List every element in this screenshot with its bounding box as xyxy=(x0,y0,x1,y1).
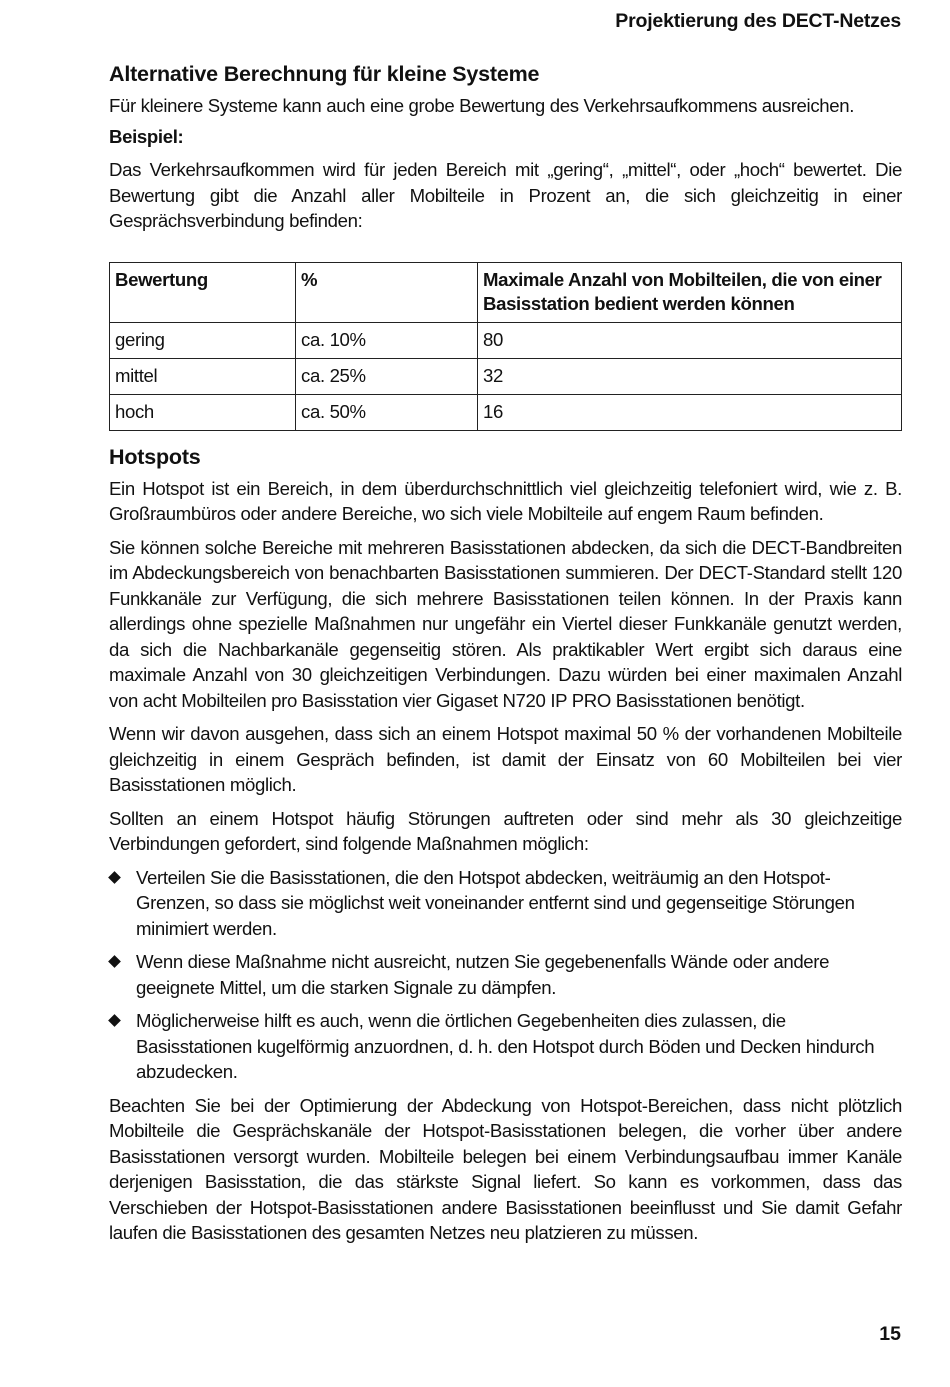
table-header-cell: Maximale Anzahl von Mobilteilen, die von einer Basisstation bedient werden können xyxy=(478,262,902,322)
page-number: 15 xyxy=(879,1323,901,1345)
list-item-text: Verteilen Sie die Basisstationen, die den Hotspot abdecken, weiträumig an den Hotspot-Grenzen, so dass sie möglichst weit voneinander entfernt sind und gegenseitige Störungen minimiert werden. xyxy=(136,866,855,939)
example-text: Das Verkehrsaufkommen wird für jeden Bereich mit „gering“, „mittel“, oder „hoch“ bewertet. Die Bewertung gibt die Anzahl aller Mobilteile in Prozent an, die sich gleichzeitig in einer Gesprächsverbindung befinden: xyxy=(109,159,902,231)
section-heading-hotspots: Hotspots xyxy=(109,444,201,469)
table-row xyxy=(110,322,902,358)
table-cell: hoch xyxy=(110,394,296,430)
hotspots-paragraph: Wenn wir davon ausgehen, dass sich an einem Hotspot maximal 50 % der vorhandenen Mobilteile gleichzeitig in einem Gespräch befinden, ist damit der Einsatz von 60 Mobilteilen bei vier Basisstationen möglich. xyxy=(109,723,902,795)
section-heading-small-systems: Alternative Berechnung für kleine Systeme xyxy=(109,62,540,86)
example-label: Beispiel: xyxy=(109,125,184,147)
traffic-rating-table xyxy=(109,262,902,431)
measures-list xyxy=(109,865,902,1085)
list-item xyxy=(109,1008,902,1085)
table-row xyxy=(110,394,902,430)
table-header-row xyxy=(110,262,902,322)
table-cell: 32 xyxy=(478,358,902,394)
table-cell: 16 xyxy=(478,394,902,430)
running-header: Projektierung des DECT-Netzes xyxy=(615,10,901,32)
hotspots-closing-paragraph: Beachten Sie bei der Optimierung der Abdeckung von Hotspot-Bereichen, dass nicht plötzlich Mobilteile die Gesprächskanäle der Hotspot-Basisstationen belegen, die vorher über andere Basisstationen versorgt wurden. Mobilteile belegen bei einem Verbindungsaufbau immer Kanäle derjenigen Basisstation, die das stärkste Signal liefert. So kann es vorkommen, dass das Verschieben der Hotspot-Basisstationen andere Basisstationen beeinflusst und Sie damit Gefahr laufen die Basisstationen des gesamten Netzes neu platzieren zu müssen. xyxy=(109,1094,902,1243)
small-systems-intro: Für kleinere Systeme kann auch eine grobe Bewertung des Verkehrsaufkommens ausreichen. xyxy=(109,95,855,116)
list-item xyxy=(109,949,902,1000)
list-item-text: Möglicherweise hilft es auch, wenn die örtlichen Gegebenheiten dies zulassen, die Basisstationen kugelförmig anzuordnen, d. h. den Hotspot durch Böden und Decken hindurch abzudecken. xyxy=(136,1010,875,1082)
page-content xyxy=(109,62,902,1254)
diamond-bullet-icon xyxy=(108,1014,121,1027)
table-row xyxy=(110,358,902,394)
table-cell: mittel xyxy=(110,358,296,394)
diamond-bullet-icon xyxy=(108,871,121,884)
hotspots-paragraph: Ein Hotspot ist ein Bereich, in dem überdurchschnittlich viel gleichzeitig telefoniert wird, wie z. B. Großraumbüros oder andere Bereiche, wo sich viele Mobilteile auf engem Raum befinden. xyxy=(109,477,902,524)
hotspots-paragraph: Sollten an einem Hotspot häufig Störungen auftreten oder sind mehr als 30 gleichzeitige Verbindungen gefordert, sind folgende Maßnahmen möglich: xyxy=(109,807,902,854)
table-cell: 80 xyxy=(478,322,902,358)
table-cell: ca. 50% xyxy=(296,394,478,430)
table-header-cell: % xyxy=(296,262,478,322)
table-cell: gering xyxy=(110,322,296,358)
hotspots-paragraph: Sie können solche Bereiche mit mehreren Basisstationen abdecken, da sich die DECT-Bandbreiten im Abdeckungsbereich von benachbarten Basisstationen summieren. Der DECT-Standard stellt 120 Funkkanäle zur Verfügung, die sich mehrere Basisstationen teilen können. In der Praxis kann allerdings ohne spezielle Maßnahmen nur ungefähr ein Viertel dieser Funkkanäle genutzt werden, da sich die Nachbarkanäle gegenseitig stören. Als praktikabler Wert ergibt sich daraus eine maximale Anzahl von 30 gleichzeitigen Verbindungen. Dazu würden bei einer maximalen Anzahl von acht Mobilteilen pro Basisstation vier Gigaset N720 IP PRO Basisstationen benötigt. xyxy=(109,536,902,711)
table-cell: ca. 10% xyxy=(296,322,478,358)
table-cell: ca. 25% xyxy=(296,358,478,394)
table-header-cell: Bewertung xyxy=(110,262,296,322)
diamond-bullet-icon xyxy=(108,955,121,968)
list-item xyxy=(109,865,902,942)
list-item-text: Wenn diese Maßnahme nicht ausreicht, nutzen Sie gegebenenfalls Wände oder andere geeignete Mittel, um die starken Signale zu dämpfen. xyxy=(136,951,830,998)
